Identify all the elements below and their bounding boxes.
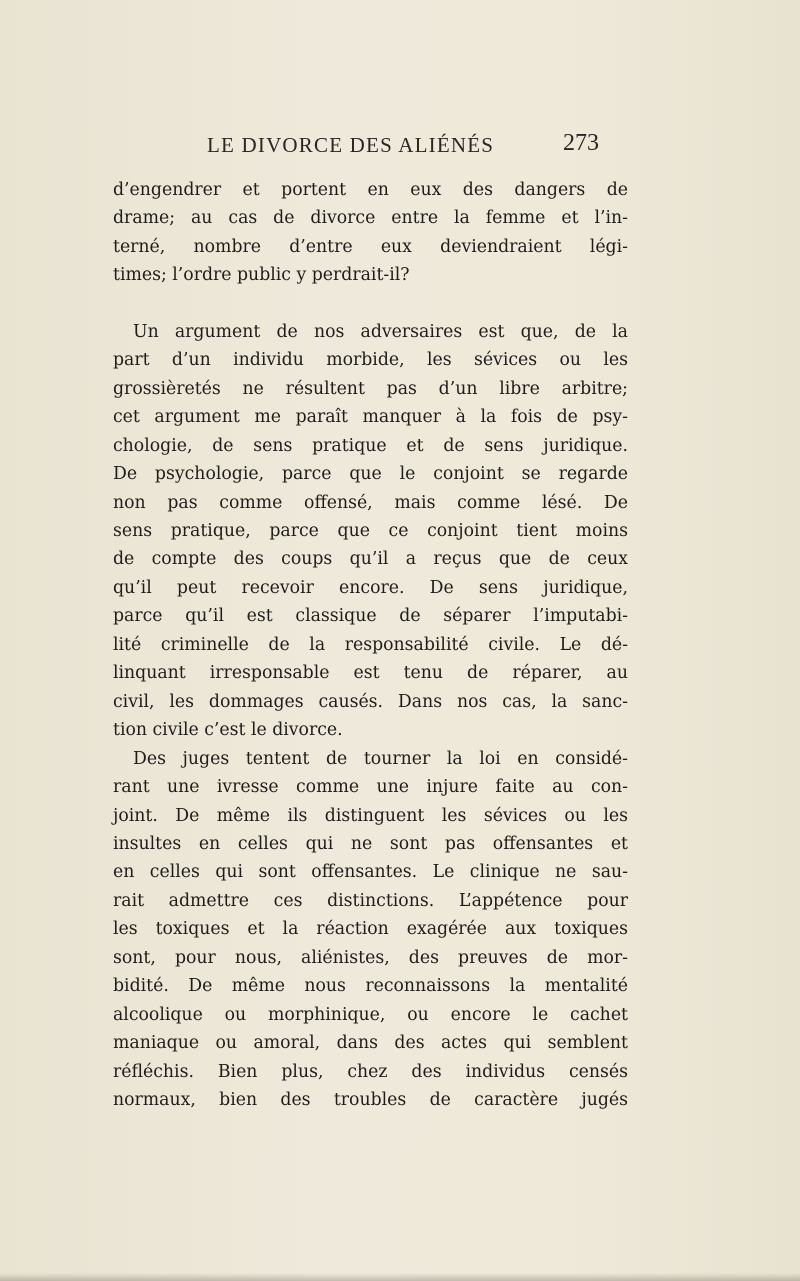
page-number: 273	[563, 130, 599, 156]
text-line: Des juges tentent de tourner la loi en considé-	[133, 748, 628, 769]
text-line: de compte des coups qu’il a reçus que de ceux	[113, 549, 628, 570]
page-header	[0, 130, 800, 162]
text-line: rant une ivresse comme une injure faite au con-	[113, 777, 628, 798]
text-line: qu’il peut recevoir encore. De sens juridique,	[113, 577, 628, 598]
text-line: normaux, bien des troubles de caractère jugés	[113, 1090, 628, 1111]
paragraph-spacer	[113, 290, 628, 318]
text-line: tion civile c’est le divorce.	[113, 720, 343, 741]
text-line: chologie, de sens pratique et de sens juridique.	[113, 435, 628, 456]
text-line: en celles qui sont offensantes. Le clinique ne sau-	[113, 862, 628, 883]
paragraph-1	[113, 176, 628, 290]
text-line: rait admettre ces distinctions. L’appétence pour	[113, 890, 628, 911]
text-line: grossièretés ne résultent pas d’un libre arbitre;	[113, 378, 628, 399]
page-edge-shadow	[0, 1273, 800, 1281]
text-line: linquant irresponsable est tenu de réparer, au	[113, 663, 628, 684]
text-line: part d’un individu morbide, les sévices ou les	[113, 350, 628, 371]
text-line: cet argument me paraît manquer à la fois de psy-	[113, 407, 628, 428]
text-line: alcoolique ou morphinique, ou encore le cachet	[113, 1004, 628, 1025]
paragraph-2	[113, 318, 628, 745]
running-title: LE DIVORCE DES ALIÉNÉS	[207, 133, 495, 157]
text-line: drame; au cas de divorce entre la femme et l’in-	[113, 208, 628, 229]
text-line: times; l’ordre public y perdrait-il?	[113, 265, 410, 286]
text-line: Un argument de nos adversaires est que, de la	[133, 321, 628, 342]
text-line: non pas comme offensé, mais comme lésé. De	[113, 492, 628, 513]
text-line: lité criminelle de la responsabilité civile. Le dé-	[113, 634, 628, 655]
text-line: sens pratique, parce que ce conjoint tient moins	[113, 520, 628, 541]
text-line: les toxiques et la réaction exagérée aux toxiques	[113, 919, 628, 940]
text-line: sont, pour nous, aliénistes, des preuves de mor-	[113, 947, 628, 968]
text-line: joint. De même ils distinguent les sévices ou les	[113, 805, 628, 826]
text-line: terné, nombre d’entre eux deviendraient légi-	[113, 236, 628, 257]
text-line: parce qu’il est classique de séparer l’imputabi-	[113, 606, 628, 627]
text-line: insultes en celles qui ne sont pas offensantes et	[113, 833, 628, 854]
text-line: réfléchis. Bien plus, chez des individus censés	[113, 1061, 628, 1082]
text-line: civil, les dommages causés. Dans nos cas, la sanc-	[113, 691, 628, 712]
paragraph-3	[113, 745, 628, 1115]
text-line: d’engendrer et portent en eux des dangers de	[113, 180, 628, 200]
body-text	[113, 176, 628, 1115]
text-line: bidité. De même nous reconnaissons la mentalité	[113, 976, 628, 997]
text-line: De psychologie, parce que le conjoint se regarde	[113, 464, 628, 485]
text-line: maniaque ou amoral, dans des actes qui semblent	[113, 1033, 628, 1054]
